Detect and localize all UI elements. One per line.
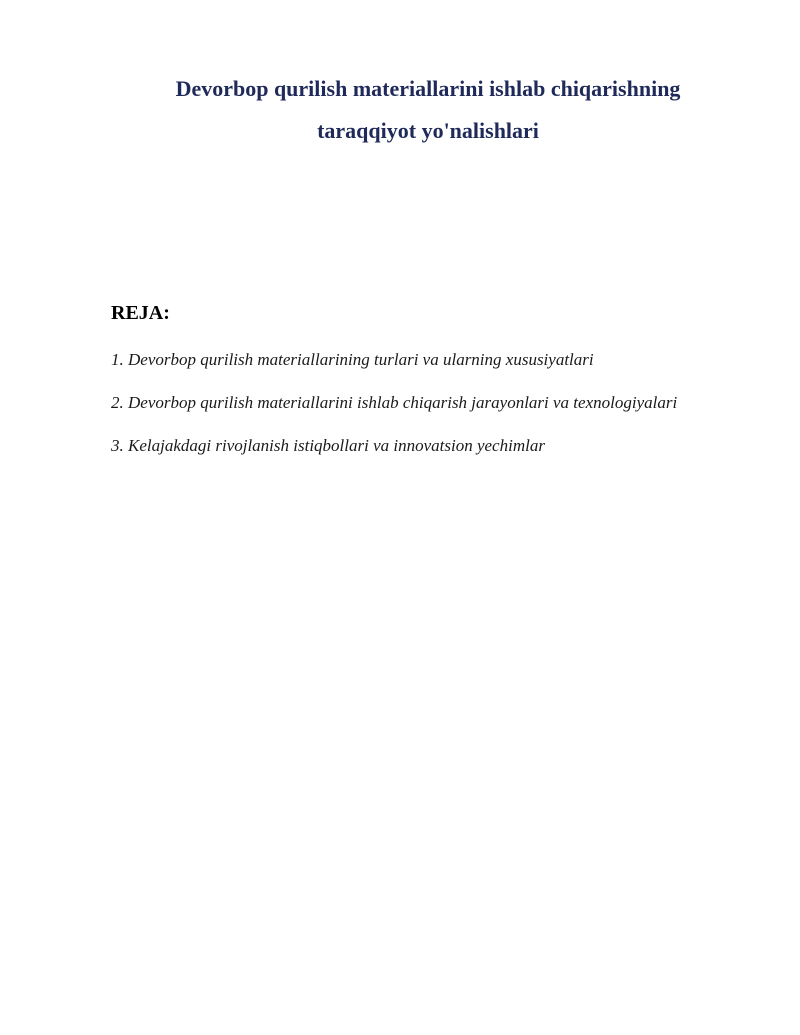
plan-item-1: 1. Devorbop qurilish materiallarining turlari va ularning xususiyatlari [111, 350, 594, 369]
title-line-1: Devorbop qurilish materiallarini ishlab chiqarishning [175, 76, 681, 101]
plan-item-3: 3. Kelajakdagi rivojlanish istiqbollari va innovatsion yechimlar [111, 436, 545, 455]
plan-list [111, 346, 791, 475]
plan-heading: REJA: [111, 302, 170, 324]
title-line-2: taraqqiyot yo'nalishlari [317, 118, 539, 143]
document-title [100, 68, 756, 152]
plan-item-2: 2. Devorbop qurilish materiallarini ishlab chiqarish jarayonlari va texnologiyalari [111, 393, 678, 412]
